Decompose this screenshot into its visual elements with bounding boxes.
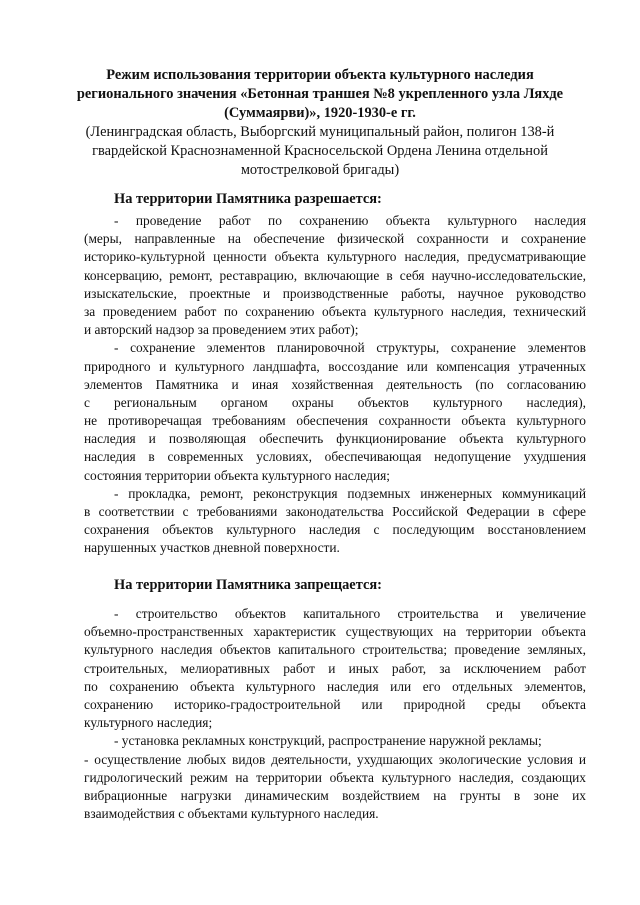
title-line: регионального значения «Бетонная траншея №8 укрепленного узла Ляхде xyxy=(76,86,564,102)
allowed-line: природного и культурного ландшафта, воссоздание или компенсация утраченных xyxy=(84,358,586,374)
allowed-heading: На территории Памятника разрешается: xyxy=(114,191,382,207)
prohibited-line: - строительство объектов капитального строительства и увеличение xyxy=(114,606,586,621)
location-line: (Ленинградская область, Выборгский муниципальный район, полигон 138-й xyxy=(85,124,555,140)
prohibited-line: объемно-пространственных характеристик существующих на территории объекта xyxy=(84,624,586,640)
allowed-line: наследия в современных условиях, обеспечивающая недопущение ухудшения xyxy=(84,449,586,465)
allowed-line: (меры, направленные на обеспечение физической сохранности и сохранение xyxy=(84,231,586,247)
title-line: Режим использования территории объекта культурного наследия xyxy=(106,67,534,83)
prohibited-line: культурного наследия; xyxy=(84,715,213,731)
allowed-line: - прокладка, ремонт, реконструкция подземных инженерных коммуникаций xyxy=(114,485,586,501)
allowed-line: сохранения объектов культурного наследия с последующим восстановлением xyxy=(84,522,586,538)
prohibited-line: сохранению историко-градостроительной или природной среды объекта xyxy=(84,696,586,712)
title-line: (Суммаярви)», 1920-1930-е гг. xyxy=(224,105,416,121)
prohibited-line: - установка рекламных конструкций, распространение наружной рекламы; xyxy=(114,733,542,749)
allowed-line: изыскательские, проектные и производственные работы, научное руководство xyxy=(84,285,586,301)
allowed-line: - сохранение элементов планировочной структуры, сохранение элементов xyxy=(114,340,586,356)
document-title-block xyxy=(60,66,580,180)
prohibited-line: вибрационные нагрузки динамическим воздействием на грунты в зоне их xyxy=(84,787,586,803)
allowed-line: элементов Памятника и иная хозяйственная деятельность (по согласованию xyxy=(84,376,586,392)
prohibited-heading: На территории Памятника запрещается: xyxy=(114,577,382,593)
location-line: мотострелковой бригады) xyxy=(240,162,400,178)
allowed-line: с региональным органом охраны объектов культурного наследия), xyxy=(84,394,586,410)
allowed-list xyxy=(84,212,586,558)
prohibited-line: взаимодействия с объектами культурного наследия. xyxy=(84,806,379,822)
prohibited-line: - осуществление любых видов деятельности, ухудшающих экологические условия и xyxy=(84,751,586,767)
allowed-line: наследия и позволяющая обеспечить функционирование объекта культурного xyxy=(84,431,586,447)
allowed-line: не противоречащая требованиям обеспечения сохранности объекта культурного xyxy=(84,413,586,429)
prohibited-line: строительных, мелиоративных работ и иных работ, за исключением работ xyxy=(84,660,586,676)
allowed-line: - проведение работ по сохранению объекта культурного наследия xyxy=(114,213,586,228)
allowed-line: в соответствии с требованиями законодательства Российской Федерации в сфере xyxy=(84,504,586,519)
allowed-line: состояния территории объекта культурного наследия; xyxy=(84,467,390,483)
allowed-line: за проведением работ по сохранению объекта культурного наследия, технический xyxy=(84,303,586,319)
allowed-line: историко-культурной ценности объекта культурного наследия, предусматривающие xyxy=(84,249,586,265)
prohibited-line: культурного наследия объектов капитального строительства; проведение земляных, xyxy=(84,642,586,658)
allowed-line: консервацию, ремонт, реставрацию, включающие в себя научно-исследовательские, xyxy=(84,267,586,283)
allowed-line: и авторский надзор за проведением этих работ); xyxy=(84,322,359,338)
location-line: гвардейской Краснознаменной Красносельской Ордена Ленина отдельной xyxy=(92,143,548,159)
prohibited-line: гидрологический режим на территории объекта культурного наследия, создающих xyxy=(84,769,586,785)
prohibited-list xyxy=(84,605,586,823)
prohibited-line: по сохранению объекта культурного наследия или его отдельных элементов, xyxy=(84,678,586,694)
allowed-line: нарушенных участков дневной поверхности. xyxy=(84,540,340,556)
